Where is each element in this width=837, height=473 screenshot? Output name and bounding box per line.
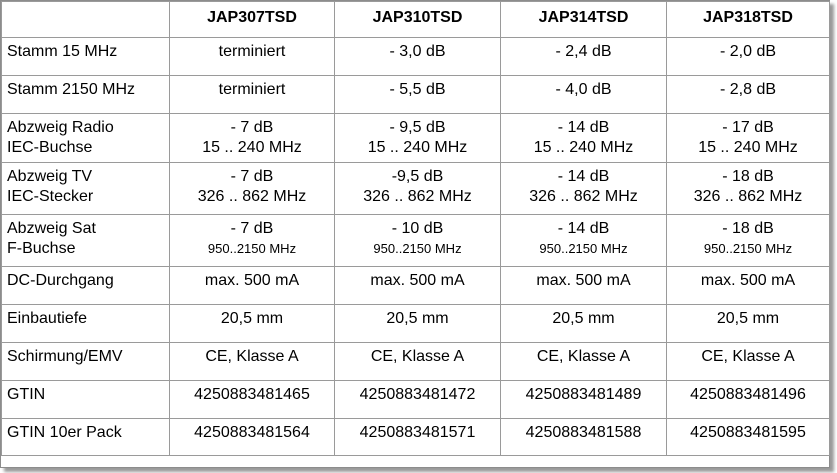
row-label [2,305,170,343]
table-cell [667,267,830,305]
table-row [2,305,830,343]
cell-line: CE, Klasse A [370,348,465,365]
header-cell-jap314tsd: JAP314TSD [501,2,667,38]
cell-line: CE, Klasse A [205,348,299,365]
cell-line: 15 .. 240 MHz [202,139,302,156]
table-row [2,114,830,163]
row-label-line: GTIN 10er Pack [7,424,122,441]
cell-line: 4250883481465 [194,386,310,403]
table-cell [335,305,501,343]
row-label-line: IEC-Buchse [7,139,93,156]
table-cell [501,114,667,163]
table-cell [335,163,501,215]
cell-line: 20,5 mm [386,310,449,327]
header-cell-jap310tsd: JAP310TSD [335,2,501,38]
row-label-line: F-Buchse [7,240,76,257]
cell-line: CE, Klasse A [701,348,795,365]
table-row [2,163,830,215]
cell-line: 20,5 mm [220,310,284,327]
cell-line: 326 .. 862 MHz [363,188,472,205]
cell-line: 15 .. 240 MHz [367,139,468,156]
row-label [2,215,170,267]
cell-line: - 18 dB [722,220,774,237]
table-row [2,419,830,456]
table-cell [335,381,501,419]
cell-line: - 7 dB [230,220,274,237]
cell-line: - 3,0 dB [389,43,446,60]
row-label-line: IEC-Stecker [7,188,94,205]
table-cell [667,343,830,381]
cell-line: terminiert [218,43,286,60]
table-cell [501,267,667,305]
header-cell-empty [2,2,170,38]
cell-line: 950..2150 MHz [703,241,793,256]
table-cell [667,215,830,267]
cell-line: - 14 dB [557,119,610,136]
table-cell [501,419,667,456]
cell-line: 20,5 mm [716,310,780,327]
table-cell [335,215,501,267]
cell-line: - 7 dB [230,168,274,185]
table-cell [170,76,335,114]
table-cell [170,343,335,381]
row-label-line: GTIN [7,386,46,403]
table-cell [335,343,501,381]
cell-line: 4250883481595 [690,424,806,441]
table-cell [170,267,335,305]
cell-line: -9,5 dB [391,168,444,185]
cell-line: - 2,0 dB [719,43,777,60]
row-label [2,163,170,215]
row-label [2,38,170,76]
row-label-line: Stamm 15 MHz [7,43,118,60]
cell-line: - 10 dB [391,220,444,237]
row-label-line: Stamm 2150 MHz [7,81,136,98]
cell-line: - 5,5 dB [389,81,446,98]
cell-line: 4250883481588 [525,424,642,441]
row-label-line: Schirmung/EMV [7,348,123,365]
cell-line: terminiert [218,81,286,98]
table-cell [667,305,830,343]
table-row [2,38,830,76]
cell-line: 326 .. 862 MHz [197,188,307,205]
row-label-line: Abzweig TV [7,168,93,185]
table-cell [170,381,335,419]
cell-line: max. 500 mA [700,272,796,289]
table-cell [501,305,667,343]
table-cell [335,76,501,114]
cell-line: max. 500 mA [204,272,300,289]
header-cell-jap307tsd: JAP307TSD [170,2,335,38]
table-row [2,215,830,267]
cell-line: - 9,5 dB [389,119,446,136]
table-cell [335,419,501,456]
table-cell [501,38,667,76]
cell-line: 326 .. 862 MHz [693,188,803,205]
cell-line: max. 500 mA [536,272,631,289]
table-cell [170,38,335,76]
cell-line: - 14 dB [557,168,610,185]
cell-line: - 14 dB [557,220,610,237]
cell-line: - 4,0 dB [555,81,612,98]
cell-line: 4250883481571 [359,424,476,441]
table-row [2,76,830,114]
cell-line: - 7 dB [230,119,274,136]
header-cell-jap318tsd: JAP318TSD [667,2,830,38]
row-label-line: Abzweig Sat [7,220,96,237]
table-cell [501,343,667,381]
cell-line: - 2,4 dB [555,43,612,60]
table-cell [170,163,335,215]
row-label [2,343,170,381]
cell-line: 4250883481564 [194,424,310,441]
table-row [2,343,830,381]
row-label [2,114,170,163]
table-cell [501,215,667,267]
table-cell [501,163,667,215]
cell-line: CE, Klasse A [536,348,631,365]
table-row [2,381,830,419]
cell-line: 326 .. 862 MHz [529,188,638,205]
row-label [2,419,170,456]
spec-table [1,1,830,456]
table-cell [335,38,501,76]
cell-line: - 18 dB [722,168,774,185]
row-label-line: Einbautiefe [7,310,88,327]
cell-line: - 2,8 dB [719,81,777,98]
table-cell [170,114,335,163]
cell-line: 4250883481472 [359,386,476,403]
cell-line: - 17 dB [722,119,774,136]
row-label [2,381,170,419]
table-cell [335,114,501,163]
table-cell [501,381,667,419]
header-row [2,2,830,38]
row-label [2,267,170,305]
cell-line: 4250883481489 [525,386,642,403]
cell-line: 950..2150 MHz [207,241,297,256]
table-cell [667,76,830,114]
table-cell [501,76,667,114]
table-cell [667,381,830,419]
cell-line: 950..2150 MHz [373,241,462,256]
cell-line: 15 .. 240 MHz [698,139,798,156]
table-cell [170,419,335,456]
table-cell [335,267,501,305]
row-label-line: DC-Durchgang [7,272,114,289]
cell-line: max. 500 mA [370,272,465,289]
cell-line: 950..2150 MHz [539,241,628,256]
cell-line: 15 .. 240 MHz [533,139,634,156]
table-cell [667,419,830,456]
row-label [2,76,170,114]
table-cell [667,163,830,215]
cell-line: 20,5 mm [552,310,615,327]
table-row [2,267,830,305]
table-cell [667,114,830,163]
table-cell [170,305,335,343]
cell-line: 4250883481496 [690,386,806,403]
row-label-line: Abzweig Radio [7,119,114,136]
table-cell [170,215,335,267]
table-cell [667,38,830,76]
